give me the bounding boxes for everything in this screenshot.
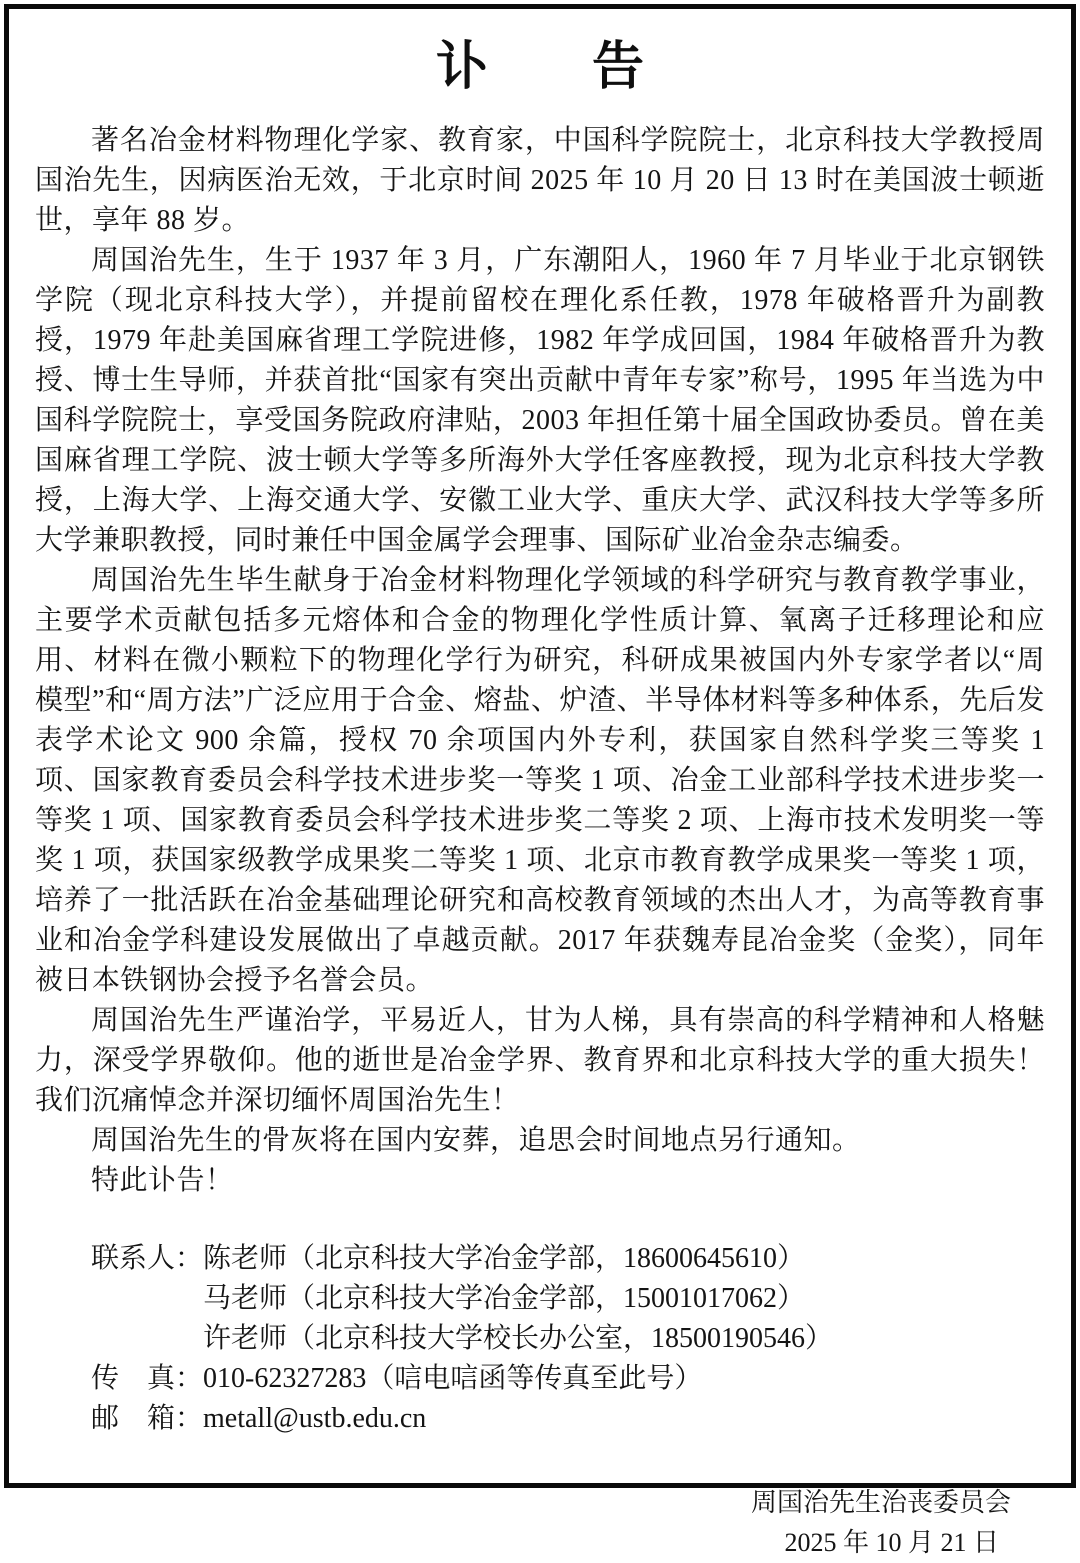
contact-row-ma <box>91 1279 1045 1319</box>
contact-value: 陈老师（北京科技大学冶金学部，18600645610） <box>203 1243 805 1274</box>
signature-committee: 周国治先生治丧委员会 <box>35 1483 1011 1523</box>
fax-number: 010-62327283（唁电唁函等传真至此号） <box>203 1363 702 1394</box>
paragraph-tribute: 周国治先生严谨治学，平易近人，甘为人梯，具有崇高的科学精神和人格魅力，深受学界敬仰。他的逝世是冶金学界、教育界和北京科技大学的重大损失！我们沉痛悼念并深切缅怀周国治先生！ <box>35 1001 1045 1121</box>
contact-row-email <box>91 1399 1045 1439</box>
paragraph-closing: 特此讣告！ <box>35 1161 1045 1201</box>
paragraph-biography: 周国治先生，生于 1937 年 3 月，广东潮阳人，1960 年 7 月毕业于北京钢铁学院（现北京科技大学），并提前留校在理化系任教，1978 年破格晋升为副教授，1979 年赴美国麻省理工学院进修，1982 年学成回国，1984 年破格晋升为教授、博士生导师，并获首批“国家有突出贡献中青年专家”称号，1995 年当选为中国科学院院士，享受国务院政府津贴，2003 年担任第十届全国政协委员。曾在美国麻省理工学院、波士顿大学等多所海外大学任客座教授，现为北京科技大学教授，上海大学、上海交通大学、安徽工业大学、重庆大学、武汉科技大学等多所大学兼职教授，同时兼任中国金属学会理事、国际矿业冶金杂志编委。 <box>35 241 1045 561</box>
obituary-body <box>35 121 1045 1201</box>
contact-block <box>35 1239 1045 1439</box>
contact-row-xu <box>91 1319 1045 1359</box>
page-title: 讣 告 <box>35 39 1045 97</box>
signature-date: 2025 年 10 月 21 日 <box>35 1523 1011 1563</box>
contact-label: 邮 箱： <box>91 1399 203 1439</box>
email-address: metall@ustb.edu.cn <box>203 1403 426 1434</box>
contact-label: 联系人： <box>91 1239 203 1279</box>
contact-value: 许老师（北京科技大学校长办公室，18500190546） <box>203 1323 833 1354</box>
contact-value: 马老师（北京科技大学冶金学部，15001017062） <box>203 1283 805 1314</box>
paragraph-achievements: 周国治先生毕生献身于冶金材料物理化学领域的科学研究与教育教学事业，主要学术贡献包括多元熔体和合金的物理化学性质计算、氧离子迁移理论和应用、材料在微小颗粒下的物理化学行为研究，科研成果被国内外专家学者以“周模型”和“周方法”广泛应用于合金、熔盐、炉渣、半导体材料等多种体系，先后发表学术论文 900 余篇，授权 70 余项国内外专利，获国家自然科学奖三等奖 1 项、国家教育委员会科学技术进步奖一等奖 1 项、冶金工业部科学技术进步奖一等奖 1 项、国家教育委员会科学技术进步奖二等奖 2 项、上海市技术发明奖一等奖 1 项，获国家级教学成果奖二等奖 1 项、北京市教育教学成果奖一等奖 1 项，培养了一批活跃在冶金基础理论研究和高校教育领域的杰出人才，为高等教育事业和冶金学科建设发展做出了卓越贡献。2017 年获魏寿昆冶金奖（金奖），同年被日本铁钢协会授予名誉会员。 <box>35 561 1045 1001</box>
contact-label: 传 真： <box>91 1359 203 1399</box>
obituary-page-border <box>4 4 1076 1488</box>
paragraph-burial-notice: 周国治先生的骨灰将在国内安葬，追思会时间地点另行通知。 <box>35 1121 1045 1161</box>
contact-row-chen <box>91 1239 1045 1279</box>
paragraph-death-announcement: 著名冶金材料物理化学家、教育家，中国科学院院士，北京科技大学教授周国治先生，因病医治无效，于北京时间 2025 年 10 月 20 日 13 时在美国波士顿逝世，享年 88 岁。 <box>35 121 1045 241</box>
signature-block <box>35 1483 1045 1563</box>
contact-row-fax <box>91 1359 1045 1399</box>
